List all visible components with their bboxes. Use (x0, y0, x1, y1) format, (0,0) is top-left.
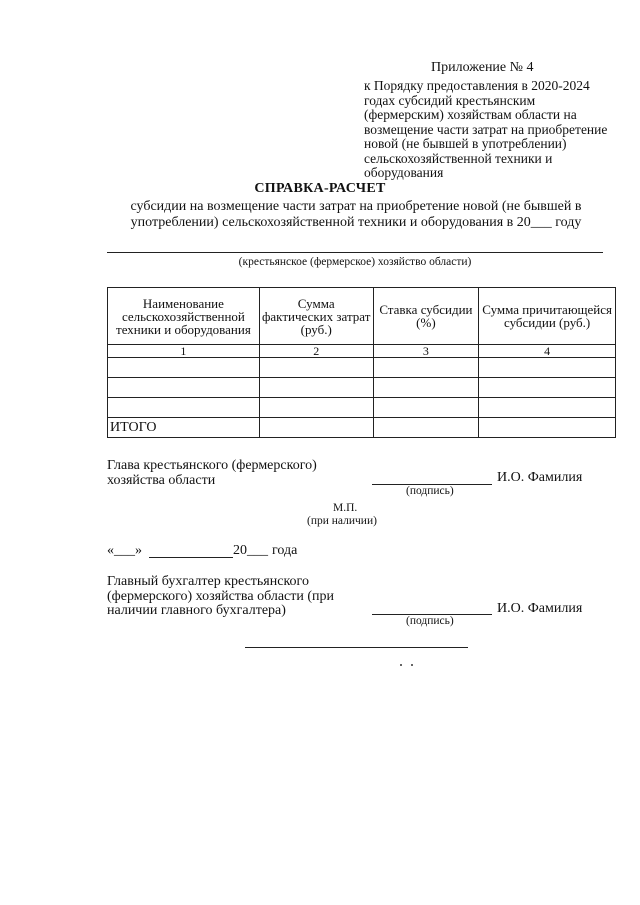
table-cell[interactable] (479, 398, 616, 418)
appendix-title: Приложение № 4 (431, 60, 534, 75)
appendix-text: к Порядку предоставления в 2020-2024 годах субсидий крестьянским (фермерским) хозяйствам области на возмещение части затрат на приобретение новой (не бывшей в употреблении) сельскохозяйственной техники и оборудования (364, 78, 608, 180)
header-subsidy-amount: Сумма причитающейся субсидии (руб.) (479, 288, 616, 345)
header-subsidy-rate: Ставка субсидии (%) (373, 288, 479, 345)
table-row (108, 378, 616, 398)
table-column-numbers-row (108, 345, 616, 358)
accountant-sign-caption: (подпись) (406, 615, 454, 627)
date-suffix: года (272, 543, 298, 558)
table-row (108, 398, 616, 418)
column-number: 2 (259, 345, 373, 358)
calculation-table (107, 287, 616, 438)
table-cell[interactable] (373, 378, 479, 398)
column-number: 4 (479, 345, 616, 358)
table-cell[interactable] (108, 378, 260, 398)
scan-dot (411, 664, 413, 666)
table-header-row (108, 288, 616, 345)
document-subtitle: субсидии на возмещение части затрат на приобретение новой (не бывшей в употреблении) сельскохозяйственной техники и оборудования в 20___ году (130, 199, 582, 230)
table-cell[interactable] (259, 418, 373, 438)
table-cell[interactable] (259, 378, 373, 398)
table-cell[interactable] (373, 398, 479, 418)
table-cell[interactable] (108, 358, 260, 378)
accountant-name: И.О. Фамилия (497, 601, 583, 616)
table-cell[interactable] (259, 358, 373, 378)
accountant-signature-label: Главный бухгалтер крестьянского (фермерского) хозяйства области (при наличии главного бухгалтера) (107, 574, 335, 618)
scan-dot (400, 664, 402, 666)
stamp-label: М.П. (333, 502, 358, 514)
date-day[interactable]: «___» (107, 543, 142, 558)
date-year[interactable]: 20___ (233, 543, 268, 558)
table-cell[interactable] (373, 418, 479, 438)
table-cell[interactable] (373, 358, 479, 378)
header-equipment-name: Наименование сельскохозяйственной техники и оборудования (108, 288, 260, 345)
header-actual-costs: Сумма фактических затрат (руб.) (259, 288, 373, 345)
head-name: И.О. Фамилия (497, 470, 583, 485)
farm-name-line (107, 252, 603, 253)
stamp-note: (при наличии) (307, 515, 377, 527)
document-title: СПРАВКА-РАСЧЕТ (254, 181, 386, 196)
table-cell[interactable] (259, 398, 373, 418)
table-cell[interactable] (479, 358, 616, 378)
head-signature-label: Глава крестьянского (фермерского) хозяйства области (107, 458, 317, 488)
total-label: ИТОГО (108, 418, 260, 438)
column-number: 3 (373, 345, 479, 358)
date-month-line[interactable] (149, 557, 233, 558)
head-sign-caption: (подпись) (406, 485, 454, 497)
table-cell[interactable] (479, 418, 616, 438)
farm-caption: (крестьянское (фермерское) хозяйство области) (238, 256, 472, 268)
closing-divider (245, 647, 468, 648)
table-total-row (108, 418, 616, 438)
column-number: 1 (108, 345, 260, 358)
table-cell[interactable] (479, 378, 616, 398)
table-row (108, 358, 616, 378)
table-cell[interactable] (108, 398, 260, 418)
